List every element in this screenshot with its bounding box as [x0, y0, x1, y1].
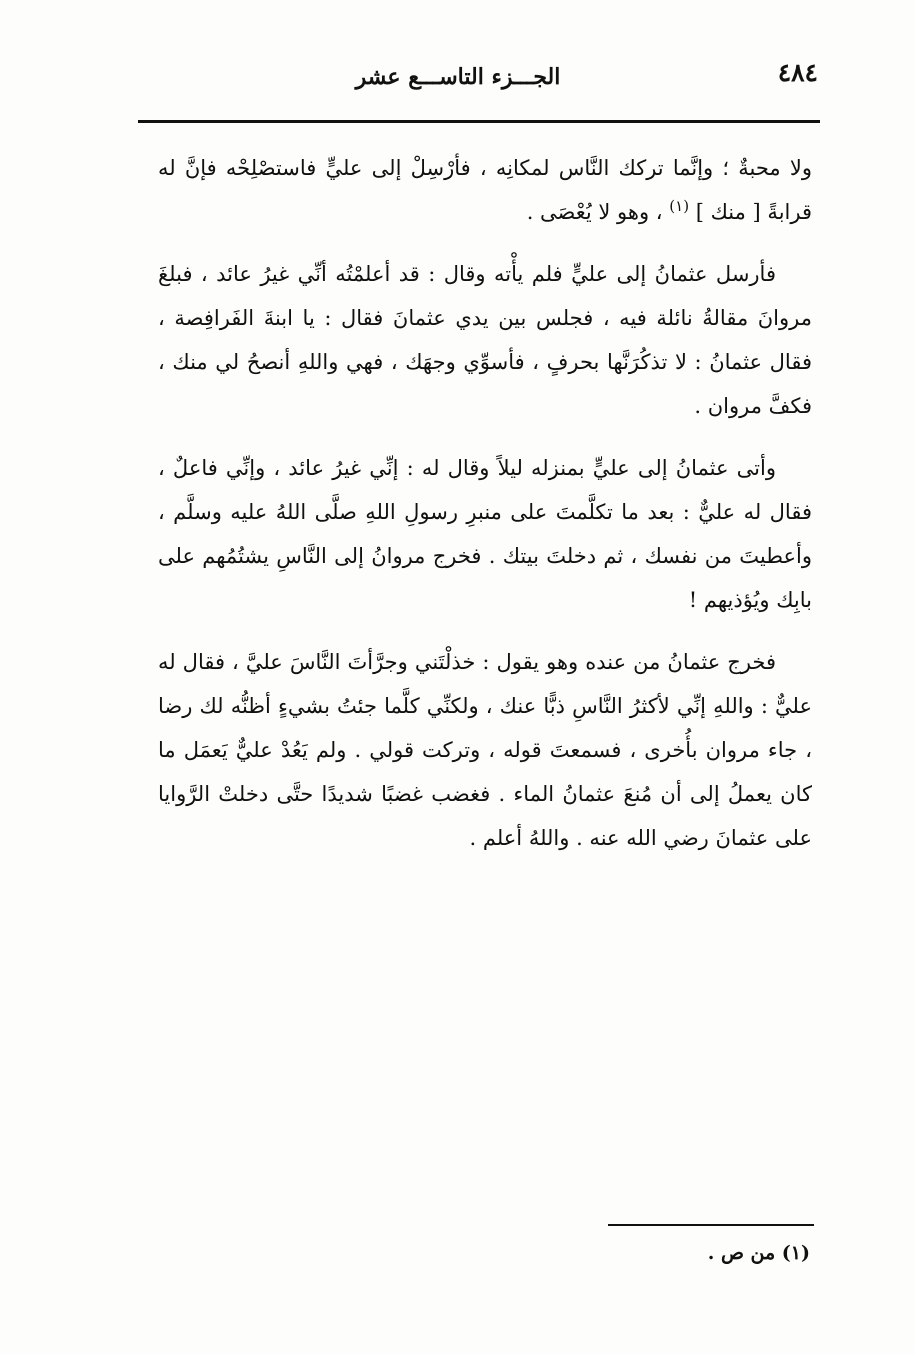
page-number: ٤٨٤ [777, 58, 818, 87]
paragraph-4: فخرج عثمانُ من عنده وهو يقول : خذلْتَني وجرَّأتَ النَّاسَ عليَّ ، فقال له عليٌّ : واللهِ إنِّي لأكثرُ النَّاسِ ذبًّا عنك ، ولكنِّي كلَّما جئتُ بشيءٍ أظنُّه لك رضا ، جاء مروان بأُخرى ، فسمعتَ قوله ، وتركت قولي . ولم يَعُدْ عليٌّ يَعمَل ما كان يعملُ إلى أن مُنعَ عثمانُ الماء . فغضب غضبًا شديدًا حتَّى دخلتْ الرَّوايا على عثمانَ رضي الله عنه . واللهُ أعلم . [158, 650, 812, 850]
paragraph-3: وأتى عثمانُ إلى عليٍّ بمنزله ليلاً وقال له : إنِّي غيرُ عائد ، وإنِّي فاعلٌ ، فقال له عليٌّ : بعد ما تكلَّمتَ على منبرِ رسولِ اللهِ صلَّى اللهُ عليه وسلَّم ، وأعطيتَ من نفسك ، ثم دخلتَ بيتك . فخرج مروانُ إلى النَّاسِ يشتُمُهم على بابِك ويُؤذيهم ! [158, 456, 812, 612]
paragraph-1-tail: ، وهو لا يُعْصَى . [526, 200, 663, 224]
body-text [158, 146, 812, 878]
paragraph-1 [158, 146, 812, 234]
header-rule [138, 120, 820, 123]
page-header [138, 58, 820, 116]
footnote-reference: (١) [669, 197, 690, 215]
running-title: الجـــزء التاســـع عشر [355, 64, 561, 90]
paragraph-2: فأرسل عثمانُ إلى عليٍّ فلم يأْته وقال : قد أعلمْتُه أنِّي غيرُ عائد ، فبلغَ مروانَ مقالةُ نائلة فيه ، فجلس بين يدي عثمانَ فقال : يا ابنةَ الفَرافِصة ، فقال عثمانُ : لا تذكُرَنَّها بحرفٍ ، فأسوِّي وجهَك ، فهي واللهِ أنصحُ لي منك ، فكفَّ مروان . [158, 262, 812, 418]
footnote-rule [608, 1224, 814, 1226]
paragraph-1-text: ولا محبةٌ ؛ وإنَّما تركك النَّاس لمكانِه ، فأرْسِلْ إلى عليٍّ فاستصْلِحْه فإنَّ له قرابةً [ منك ] [158, 156, 813, 224]
footnote: (١) من ص . [707, 1242, 810, 1264]
